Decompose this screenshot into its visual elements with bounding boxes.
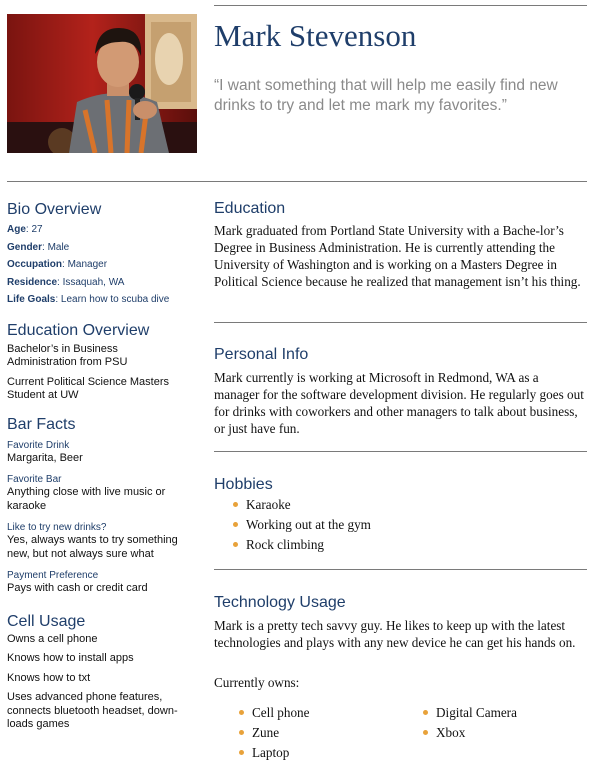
- cell-usage-item: Owns a cell phone: [7, 632, 98, 645]
- bar-fact-value: Yes, always wants to try something new, but not always sure what: [7, 534, 178, 560]
- bar-fact-label: Favorite Drink: [7, 439, 70, 451]
- cell-usage-heading: Cell Usage: [7, 612, 86, 630]
- list-item: Zune: [236, 723, 310, 743]
- persona-photo-image: [7, 14, 197, 153]
- education-overview-item: Current Political Science Masters Student at UW: [7, 375, 170, 401]
- bullet-icon: [233, 522, 238, 527]
- bar-fact-label: Favorite Bar: [7, 474, 62, 485]
- left-column: [7, 200, 202, 732]
- persona-quote: “I want something that will help me easily find new drinks to try and let me mark my favorites.”: [214, 77, 558, 114]
- list-item: Xbox: [420, 723, 517, 743]
- hobbies-heading: Hobbies: [214, 476, 273, 493]
- owns-list-1: [236, 703, 310, 763]
- top-rule: [214, 5, 587, 6]
- bullet-icon: [239, 710, 244, 715]
- bar-fact-value: Anything close with live music or karaoke: [7, 486, 166, 512]
- bio-overview-heading: Bio Overview: [7, 201, 102, 218]
- bio-life-goals: Life Goals: Learn how to scuba dive: [7, 294, 170, 305]
- bar-facts-heading: Bar Facts: [7, 415, 76, 433]
- bar-fact-value: Margarita, Beer: [7, 451, 83, 464]
- cell-usage-item: Uses advanced phone features, connects bluetooth headset, down-loads games: [7, 691, 178, 730]
- technology-text: Mark is a pretty tech savvy guy. He likes to keep up with the latest technologies and plays with any new device he can get his hands on.: [214, 618, 576, 650]
- cell-usage-item: Knows how to txt: [7, 671, 91, 684]
- bullet-icon: [423, 710, 428, 715]
- list-item: Cell phone: [236, 703, 310, 723]
- section-divider: [214, 569, 587, 570]
- education-overview-item: Bachelor’s in Business Administration from PSU: [7, 342, 128, 368]
- personal-info-heading: Personal Info: [214, 346, 309, 363]
- bar-fact-label: Payment Preference: [7, 570, 99, 581]
- owns-list-2: [420, 703, 517, 743]
- bullet-icon: [233, 502, 238, 507]
- bio-gender: Gender: Male: [7, 241, 70, 253]
- bullet-icon: [423, 730, 428, 735]
- list-item: Rock climbing: [230, 535, 371, 555]
- bio-residence: Residence: Issaquah, WA: [7, 276, 125, 288]
- list-item: Laptop: [236, 743, 310, 763]
- list-item: Digital Camera: [420, 703, 517, 723]
- hobbies-list: [230, 495, 371, 555]
- persona-name: Mark Stevenson: [214, 18, 417, 53]
- education-text: Mark graduated from Portland State University with a Bache-lor’s Degree in Business Administration. He is currently attending the University of Washington and is working on a Masters Degree in Political Science because he realized that management isn’t his thing.: [214, 223, 581, 289]
- section-divider: [214, 322, 587, 323]
- education-heading: Education: [214, 200, 286, 217]
- bullet-icon: [233, 542, 238, 547]
- bar-fact-label: Like to try new drinks?: [7, 522, 107, 533]
- bio-occupation: Occupation: Manager: [7, 259, 108, 270]
- bio-age: Age: 27: [7, 224, 43, 235]
- list-item: Working out at the gym: [230, 515, 371, 535]
- header-divider: [7, 181, 587, 182]
- bullet-icon: [239, 730, 244, 735]
- cell-usage-item: Knows how to install apps: [7, 652, 134, 664]
- list-item: Karaoke: [230, 495, 371, 515]
- technology-heading: Technology Usage: [214, 594, 346, 611]
- personal-info-text: Mark currently is working at Microsoft in Redmond, WA as a manager for the software development division. He regularly goes out for drinks with coworkers and other managers to talk about business, or just have fun.: [214, 370, 584, 436]
- currently-owns-label: Currently owns:: [214, 675, 300, 690]
- education-overview-heading: Education Overview: [7, 321, 150, 339]
- bullet-icon: [239, 750, 244, 755]
- persona-photo: [7, 14, 197, 153]
- bar-fact-value: Pays with cash or credit card: [7, 582, 148, 594]
- section-divider: [214, 451, 587, 452]
